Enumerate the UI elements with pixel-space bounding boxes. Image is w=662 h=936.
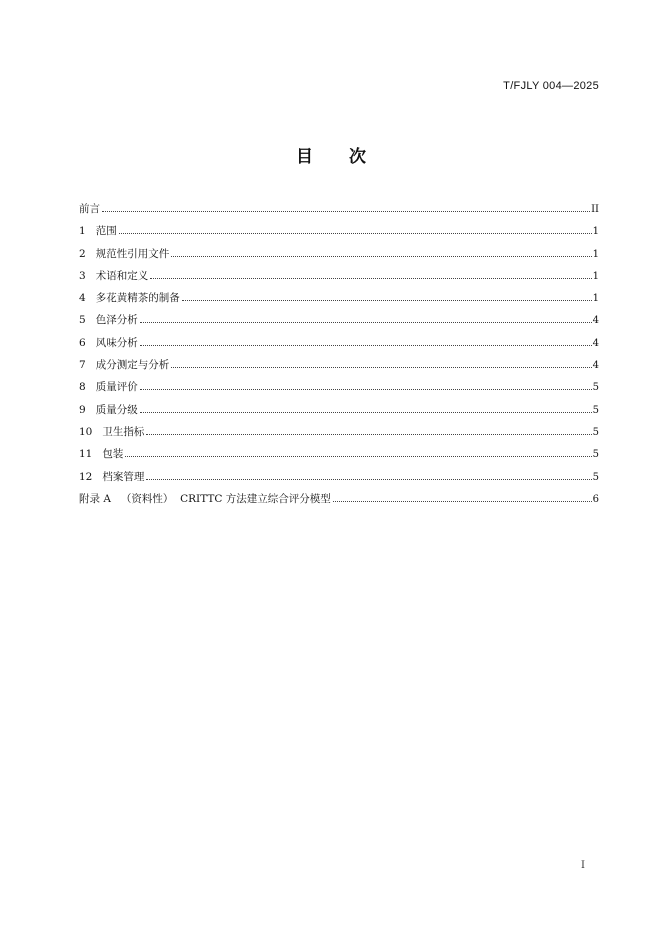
toc-entry-label: 8 质量评价 (79, 381, 138, 394)
toc-entry-label: 1 范围 (79, 225, 117, 238)
toc-entry-terms-definitions[interactable] (79, 267, 599, 289)
toc-entry-records[interactable] (79, 468, 599, 490)
toc-entry-color-analysis[interactable] (79, 311, 599, 333)
toc-entry-composition[interactable] (79, 356, 599, 378)
toc-entry-label: 11 包装 (79, 448, 124, 461)
toc-entry-page: 1 (592, 270, 599, 282)
toc-entry-label: 6 风味分析 (79, 336, 138, 349)
toc-entry-page: 5 (592, 404, 599, 416)
dot-leader (140, 321, 592, 323)
toc-entry-page: 5 (592, 449, 599, 461)
dot-leader (146, 433, 591, 435)
toc-entry-page: 6 (592, 493, 599, 505)
toc-entry-label: 2 规范性引用文件 (79, 247, 170, 260)
dot-leader (171, 255, 591, 257)
dot-leader (171, 366, 591, 368)
toc-entry-normative-references[interactable] (79, 245, 599, 267)
footer-page-number: I (581, 860, 585, 871)
table-of-contents (79, 200, 599, 512)
toc-entry-label: 10 卫生指标 (79, 425, 145, 438)
toc-entry-flavor-analysis[interactable] (79, 334, 599, 356)
toc-entry-page: 5 (592, 471, 599, 483)
dot-leader (140, 344, 592, 346)
toc-title: 目次 (296, 147, 402, 167)
dot-leader (146, 478, 591, 480)
document-code: T/FJLY 004—2025 (503, 80, 599, 92)
toc-entry-label: 4 多花黄精茶的制备 (79, 292, 180, 305)
dot-leader (140, 388, 592, 390)
toc-entry-label: 5 色泽分析 (79, 314, 138, 327)
toc-entry-label: 9 质量分级 (79, 403, 138, 416)
dot-leader (119, 232, 592, 234)
dot-leader (102, 210, 590, 212)
toc-entry-label: 附录 A （资料性） CRITTC 方法建立综合评分模型 (79, 492, 331, 505)
toc-entry-page: 5 (592, 426, 599, 438)
dot-leader (125, 455, 591, 457)
toc-entry-scope[interactable] (79, 222, 599, 244)
toc-entry-quality-evaluation[interactable] (79, 378, 599, 400)
toc-entry-quality-grading[interactable] (79, 401, 599, 423)
toc-entry-page: 4 (592, 337, 599, 349)
toc-entry-foreword[interactable] (79, 200, 599, 222)
dot-leader (333, 500, 592, 502)
toc-entry-label: 7 成分测定与分析 (79, 359, 170, 372)
toc-entry-page: 1 (592, 293, 599, 305)
toc-entry-label: 3 术语和定义 (79, 269, 149, 282)
toc-entry-page: 4 (592, 360, 599, 372)
toc-entry-hygiene[interactable] (79, 423, 599, 445)
dot-leader (140, 411, 592, 413)
toc-entry-label: 前言 (79, 203, 100, 215)
toc-entry-packaging[interactable] (79, 445, 599, 467)
toc-entry-appendix-a[interactable] (79, 490, 599, 512)
dot-leader (182, 299, 592, 301)
toc-entry-preparation[interactable] (79, 289, 599, 311)
toc-entry-page: II (591, 204, 599, 215)
toc-entry-page: 5 (592, 382, 599, 394)
toc-entry-page: 1 (592, 248, 599, 260)
dot-leader (150, 277, 591, 279)
toc-entry-label: 12 档案管理 (79, 470, 145, 483)
toc-entry-page: 1 (592, 226, 599, 238)
toc-entry-page: 4 (592, 315, 599, 327)
